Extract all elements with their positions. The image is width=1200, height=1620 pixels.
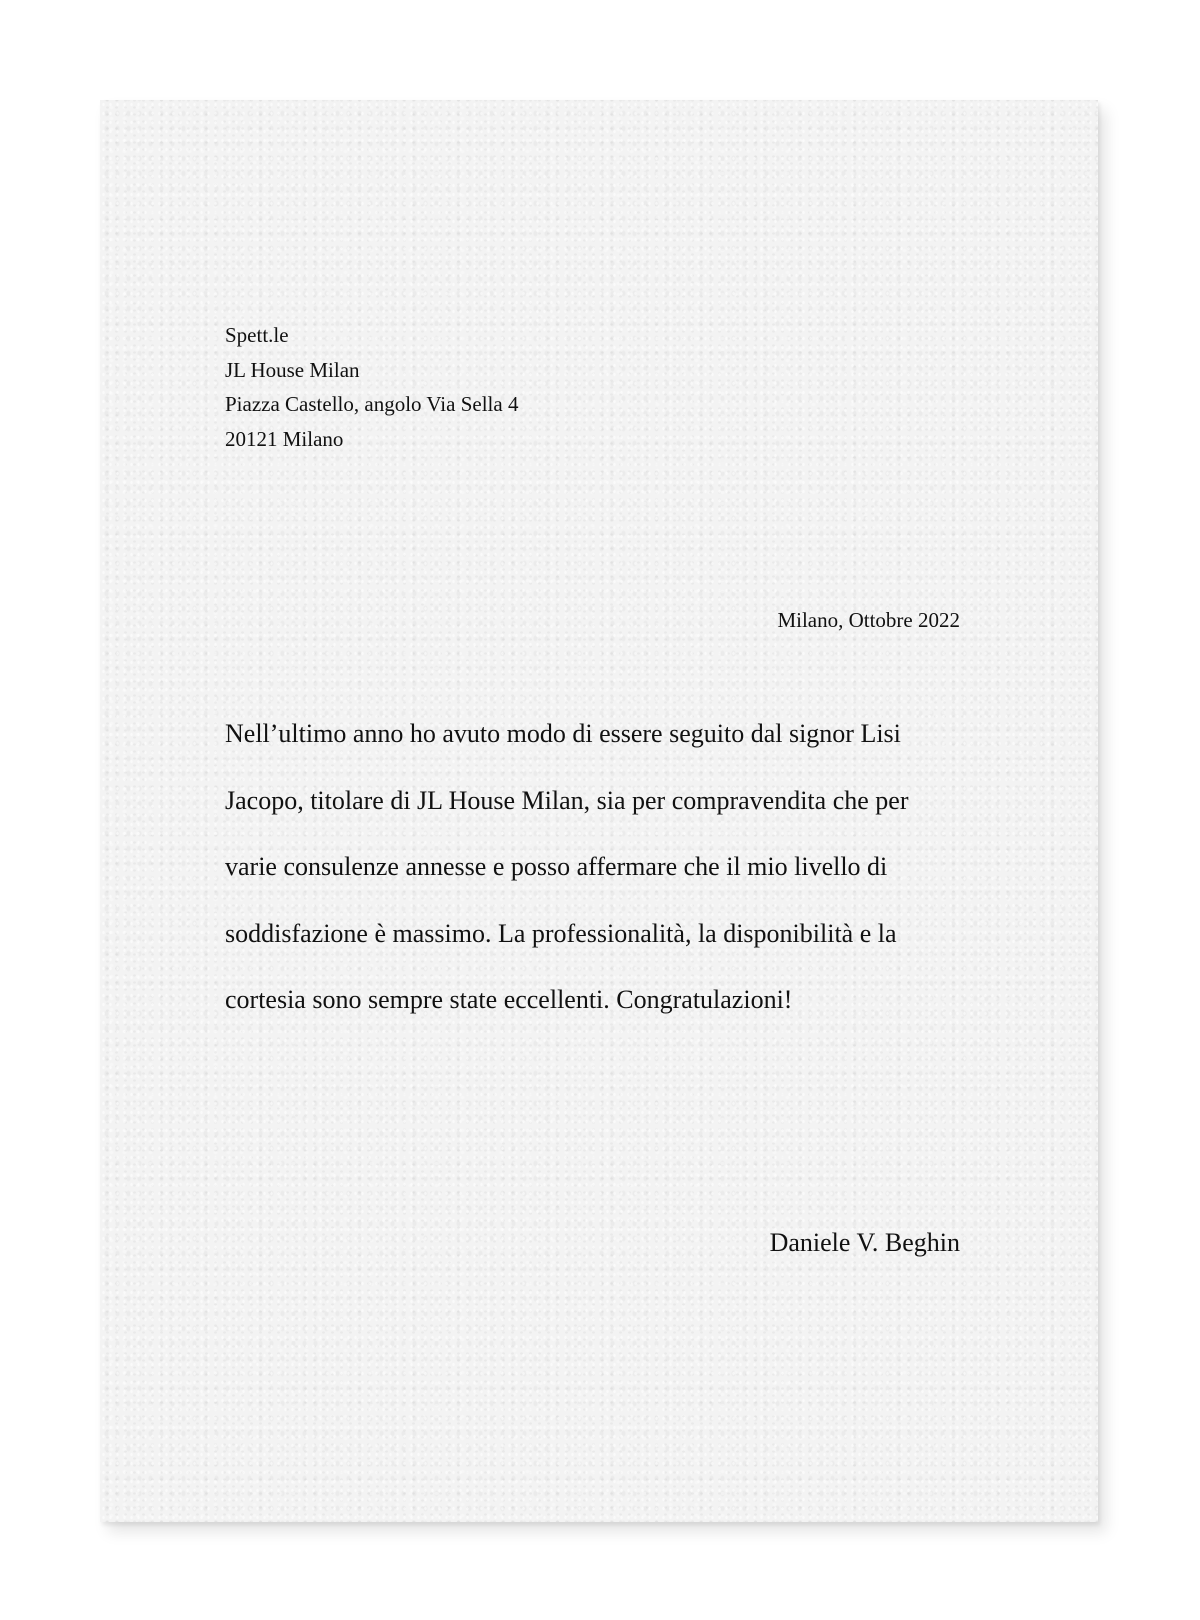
recipient-line-street: Piazza Castello, angolo Via Sella 4 — [225, 392, 519, 416]
letter-date: Milano, Ottobre 2022 — [777, 608, 960, 632]
body-line: varie consulenze annesse e posso affermare che il mio livello di — [225, 852, 888, 881]
letter-body — [225, 701, 970, 1034]
recipient-line-salutation: Spett.le — [225, 323, 289, 347]
body-line: Nell’ultimo anno ho avuto modo di essere seguito dal signor Lisi — [225, 719, 901, 748]
body-line: Jacopo, titolare di JL House Milan, sia per compravendita che per — [225, 785, 909, 815]
recipient-address-block — [225, 318, 518, 456]
body-line: cortesia sono sempre state eccellenti. Congratulazioni! — [225, 985, 793, 1014]
signature: Daniele V. Beghin — [769, 1228, 960, 1257]
recipient-line-company: JL House Milan — [225, 357, 360, 382]
letter-paper — [100, 100, 1098, 1522]
body-line: soddisfazione è massimo. La professionalità, la disponibilità e la — [225, 918, 897, 948]
recipient-line-city: 20121 Milano — [225, 426, 344, 451]
